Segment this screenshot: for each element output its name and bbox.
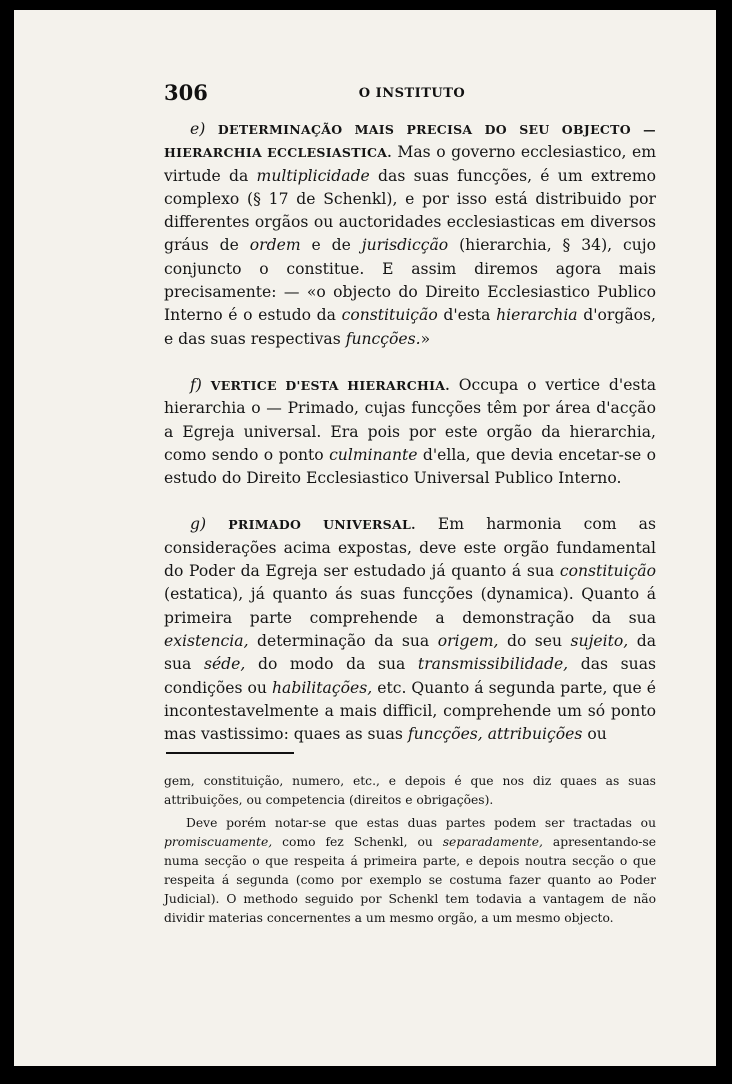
italic-run: separadamente, [442, 835, 543, 849]
text-run: (hierarchia, § 34), cujo conjuncto o constitue. E assim diremos agora mais precisamente: — «o objecto do Direito Ecclesiastico Publico Interno é o estudo da [164, 236, 657, 325]
italic-run: funcções, attribuições [407, 725, 583, 744]
text-run: do modo da sua [245, 655, 418, 674]
text-run: das suas condições ou [164, 655, 656, 697]
italic-run: sujeito, [570, 631, 629, 650]
main-text [164, 118, 656, 769]
text-run: Mas o governo ecclesiastico, em virtude da [164, 143, 656, 185]
text-run: ou [582, 725, 607, 744]
text-run: apresentando-se numa secção o que respeita á primeira parte, e depois noutra secção o que respeita á segunda (como por exemplo se costuma fazer quanto ao Poder Judicial). O methodo seguido por Schenkl tem todavia a vantagem de não dividir materias concernentes a um mesmo orgão, a um mesmo objecto. [164, 835, 656, 925]
text-run: » [420, 329, 431, 348]
text-run: (estatica), já quanto ás suas funcções (dynamica). Quanto á primeira parte comprehende a demonstração da sua [164, 585, 656, 627]
italic-run: promiscuamente, [164, 835, 273, 849]
italic-run: séde, [203, 655, 246, 674]
paragraph-e [164, 118, 656, 351]
italic-run: jurisdicção [361, 236, 449, 255]
paragraph-g [164, 513, 656, 746]
text-run: etc. Quanto á segunda parte, que é incontestavelmente a mais difficil, comprehende um só ponto mas vastissimo: quaes as suas [164, 678, 656, 744]
text-run: d'esta [437, 306, 497, 325]
text-run: d'ella, que devia encetar-se o estudo do Direito Ecclesiastico Universal Publico Interno. [164, 445, 656, 488]
paragraph-f [164, 374, 656, 490]
italic-run: constituição [559, 562, 656, 581]
italic-run: constituição [341, 306, 438, 325]
text-run: Occupa o vertice d'esta hierarchia o — Primado, cujas funcções têm por área d'acção a Egreja universal. Era pois por este orgão da hierarchia, como sendo o ponto [164, 375, 656, 464]
text-run: do seu [498, 631, 571, 650]
italic-run: funcções. [345, 329, 421, 348]
text-run: Em harmonia com as considerações acima expostas, deve este orgão fundamental do Poder da Egreja ser estudado já quanto á sua [164, 515, 656, 581]
italic-run: ordem [249, 236, 301, 255]
footnotes [164, 772, 656, 930]
italic-run: multiplicidade [256, 166, 370, 185]
footnote-divider [166, 752, 294, 754]
italic-run: transmissibilidade, [417, 655, 569, 674]
text-run: d'orgãos, e das suas respectivas [164, 306, 656, 348]
page-header [164, 80, 660, 104]
italic-run: habilitações, [272, 678, 373, 697]
italic-run: existencia, [164, 631, 249, 650]
text-run: como fez Schenkl, ou [272, 835, 443, 849]
text-run: Deve porém notar-se que estas duas partes podem ser tractadas ou [186, 816, 656, 830]
footnote-continuation: gem, constituição, numero, etc., e depois é que nos diz quaes as suas attribuições, ou competencia (direitos e obrigações). [164, 774, 656, 807]
section-heading: VERTICE D'ESTA HIERARCHIA. [210, 377, 450, 393]
page-number: 306 [164, 80, 208, 105]
footnote-paragraph [164, 814, 656, 928]
paragraph-label: f) [190, 375, 202, 394]
text-run: e de [300, 236, 362, 255]
text-run: da sua [164, 631, 657, 674]
paragraph-label: e) [190, 120, 206, 138]
italic-run: origem, [437, 631, 499, 650]
text-run: determinação da sua [248, 631, 438, 650]
section-heading: PRIMADO UNIVERSAL. [228, 517, 416, 533]
italic-run: hierarchia [496, 306, 578, 325]
section-heading: DETERMINAÇÃO MAIS PRECISA DO SEU OBJECTO — HIERARCHIA ECCLESIASTICA. [164, 122, 656, 161]
paragraph-label: g) [190, 515, 207, 534]
text-run: das suas funcções, é um extremo complexo (§ 17 de Schenkl), e por isso está distribuido por differentes orgãos ou auctoridades ecclesiasticas em diversos gráus de [164, 166, 656, 255]
italic-run: culminante [329, 445, 418, 464]
running-title: O INSTITUTO [358, 86, 466, 101]
book-page [14, 10, 716, 1066]
